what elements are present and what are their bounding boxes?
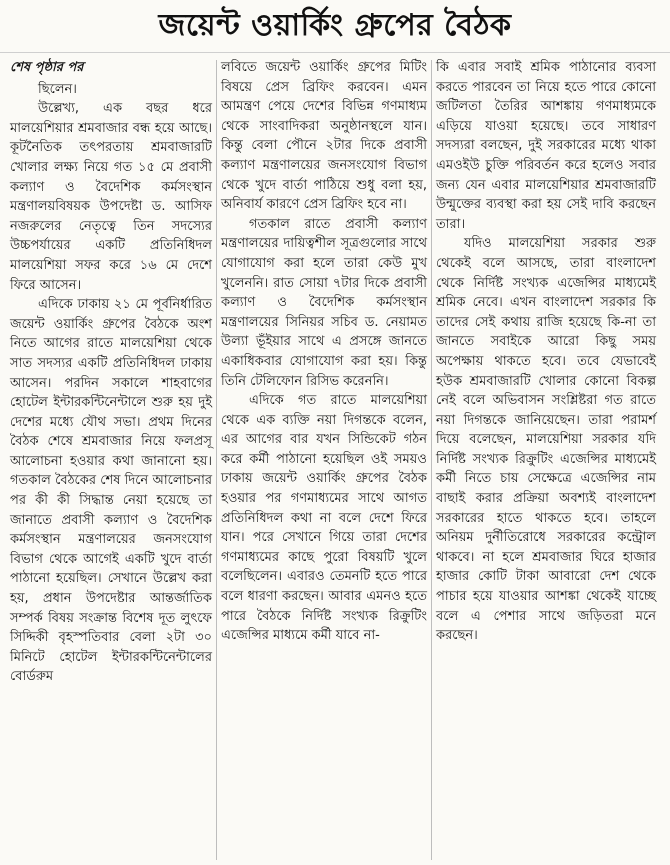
paragraph: ছিলেন। <box>38 81 77 97</box>
paragraph: এদিকে গত রাতে মালয়েশিয়া থেকে এক ব্যক্তি নয়া দিগন্তকে বলেন, এর আগের বার যখন সিন্ডিকেট গঠন করে কর্মী পাঠানো হয়েছিল ওই সময়ও ঢাকায় জয়েন্ট ওয়ার্কিং গ্রুপের বৈঠক হওয়ার পর গণমাধ্যমের সাথে আগত প্রতিনিধিদল কথা না বলে দেশে ফিরে যান। পরে সেখানে গিয়ে তারা দেশের গণমাধ্যমের কাছে পুরো বিষয়টি খুলে বলেছিলেন। এবারও তেমনটি হতে পারে বলে ধারণা করছেন। আবার এমনও হতে পারে বৈঠকে নির্দিষ্ট সংখ্যক রিক্রুটিং এজেন্সির মাধ্যমে কর্মী যাবে না- <box>221 393 427 644</box>
article-column-3 <box>434 58 660 858</box>
paragraph: উল্লেখ্য, এক বছর ধরে মালয়েশিয়ার শ্রমবাজার বন্ধ হয়ে আছে। কূটনৈতিক তৎপরতায় শ্রমবাজারটি খোলার লক্ষ্য নিয়ে গত ১৫ মে প্রবাসী কল্যাণ ও বৈদেশিক কর্মসংস্থান মন্ত্রণালয়বিষয়ক উপদেষ্টা ড. আসিফ নজরুলের নেতৃত্বে তিন সদস্যের উচ্চপর্যায়ের একটি প্রতিনিধিদল মালয়েশিয়া সফর করে ১৬ মে দেশে ফিরে আসেন। <box>10 101 212 293</box>
paragraph: যদিও মালয়েশিয়া সরকার শুরু থেকেই বলে আসছে, তারা বাংলাদেশ থেকে নির্দিষ্ট সংখ্যক এজেন্সির মাধ্যমেই শ্রমিক নেবে। এখন বাংলাদেশ সরকার কি তাদের সেই কথায় রাজি হয়েছে কি-না তা জানতে সবাইকে আরো কিছু সময় অপেক্ষায় থাকতে হবে। তবে যেভাবেই হউক শ্রমবাজারটি খোলার কোনো বিকল্প নেই বলে অভিবাসন সংশ্লিষ্টরা গত রাতে নয়া দিগন্তকে জানিয়েছেন। তারা পরামর্শ দিয়ে বলেছেন, মালয়েশিয়া সরকার যদি নির্দিষ্ট সংখ্যক রিক্রুটিং এজেন্সির মাধ্যমেই কর্মী নিতে চায় সেক্ষেত্রে এজেন্সির নাম বাছাই করার প্রক্রিয়া অবশ্যই বাংলাদেশ সরকারের হাতে থাকতে হবে। তাহলে অনিয়ম দুর্নীতিরোধে সরকারের কন্ট্রোল থাকবে। না হলে শ্রমবাজার ঘিরে হাজার হাজার কোটি টাকা আবারো দেশ থেকে পাচার হয়ে যাওয়ার আশঙ্কা থেকেই যাচ্ছে বলে এ পেশার সাথে জড়িতরা মনে করছেন। <box>436 236 656 644</box>
paragraph: লবিতে জয়েন্ট ওয়ার্কিং গ্রুপের মিটিং বিষয়ে প্রেস ব্রিফিং করবেন। এমন আমন্ত্রণ পেয়ে দেশের বিভিন্ন গণমাধ্যম থেকে সাংবাদিকরা অনুষ্ঠানস্থলে যান। কিন্তু বেলা পৌনে ২টার দিকে প্রবাসী কল্যাণ মন্ত্রণালয়ের জনসংযোগ বিভাগ থেকে খুদে বার্তা পাঠিয়ে শুধু বলা হয়, অনিবার্য কারণে প্রেস ব্রিফিং হবে না। <box>221 60 427 213</box>
article-column-1 <box>8 58 216 858</box>
column-divider <box>431 60 432 860</box>
headline-bar <box>0 0 670 53</box>
paragraph: গতকাল রাতে প্রবাসী কল্যাণ মন্ত্রণালয়ের দায়িত্বশীল সূত্রগুলোর সাথে যোগাযোগ করা হলে তারা কেউ মুখ খুলেননি। রাত সোয়া ৭টার দিকে প্রবাসী কল্যাণ ও বৈদেশিক কর্মসংস্থান মন্ত্রণালয়ের সিনিয়র সচিব ড. নেয়ামত উল্যা ভূঁইয়ার সাথে এ প্রসঙ্গে জানতে একাধিকবার যোগাযোগ করা হয়। কিন্তু তিনি টেলিফোন রিসিভ করেননি। <box>221 216 427 389</box>
article-column-2 <box>219 58 431 858</box>
paragraph: এদিকে ঢাকায় ২১ মে পূর্বনির্ধারিত জয়েন্ট ওয়ার্কিং গ্রুপের বৈঠকে অংশ নিতে আগের রাতে মালয়েশিয়া থেকে সাত সদস্যর একটি প্রতিনিধিদল ঢাকায় আসেন। পরদিন সকালে শাহবাগের হোটেল ইন্টারকন্টিনেন্টালে শুরু হয় দুই দেশের মধ্যে যৌথ সভা। প্রথম দিনের বৈঠক শেষে শ্রমবাজার নিয়ে ফলপ্রসূ আলোচনা হওয়ার কথা জানানো হয়। গতকাল বৈঠকের শেষ দিনে আলোচনার পর কী কী সিদ্ধান্ত নেয়া হয়েছে তা জানাতে প্রবাসী কল্যাণ ও বৈদেশিক কর্মসংস্থান মন্ত্রণালয়ের জনসংযোগ বিভাগ থেকে আগেই একটি খুদে বার্তা পাঠানো হয়েছিল। সেখানে উল্লেখ করা হয়, প্রধান উপদেষ্টার আন্তর্জাতিক সম্পর্ক বিষয় সংক্রান্ত বিশেষ দূত লুৎফে সিদ্দিকী বৃহস্পতিবার বেলা ২টা ৩০ মিনিটে হোটেল ইন্টারকন্টিনেন্টালের বোর্ডরুম <box>10 297 212 685</box>
headline: জয়েন্ট ওয়ার্কিং গ্রুপের বৈঠক <box>158 7 512 43</box>
paragraph: কি এবার সবাই শ্রমিক পাঠানোর ব্যবসা করতে পারবেন তা নিয়ে হতে পারে কোনো জটিলতা তৈরির আশঙ্কায় গণমাধ্যমকে এড়িয়ে যাওয়া হয়েছে। তবে সাধারণ সদস্যরা বলছেন, দুই সরকারের মধ্যে থাকা এমওইউ চুক্তি পরিবর্তন করে হলেও সবার জন্য যেন এবার মালয়েশিয়ার শ্রমবাজারটি উন্মুক্তের ব্যবস্থা করা হয় সেই দাবি করছেন তারা। <box>436 60 656 232</box>
continued-from-label: শেষ পৃষ্ঠার পর <box>10 60 84 75</box>
column-divider <box>216 60 217 860</box>
